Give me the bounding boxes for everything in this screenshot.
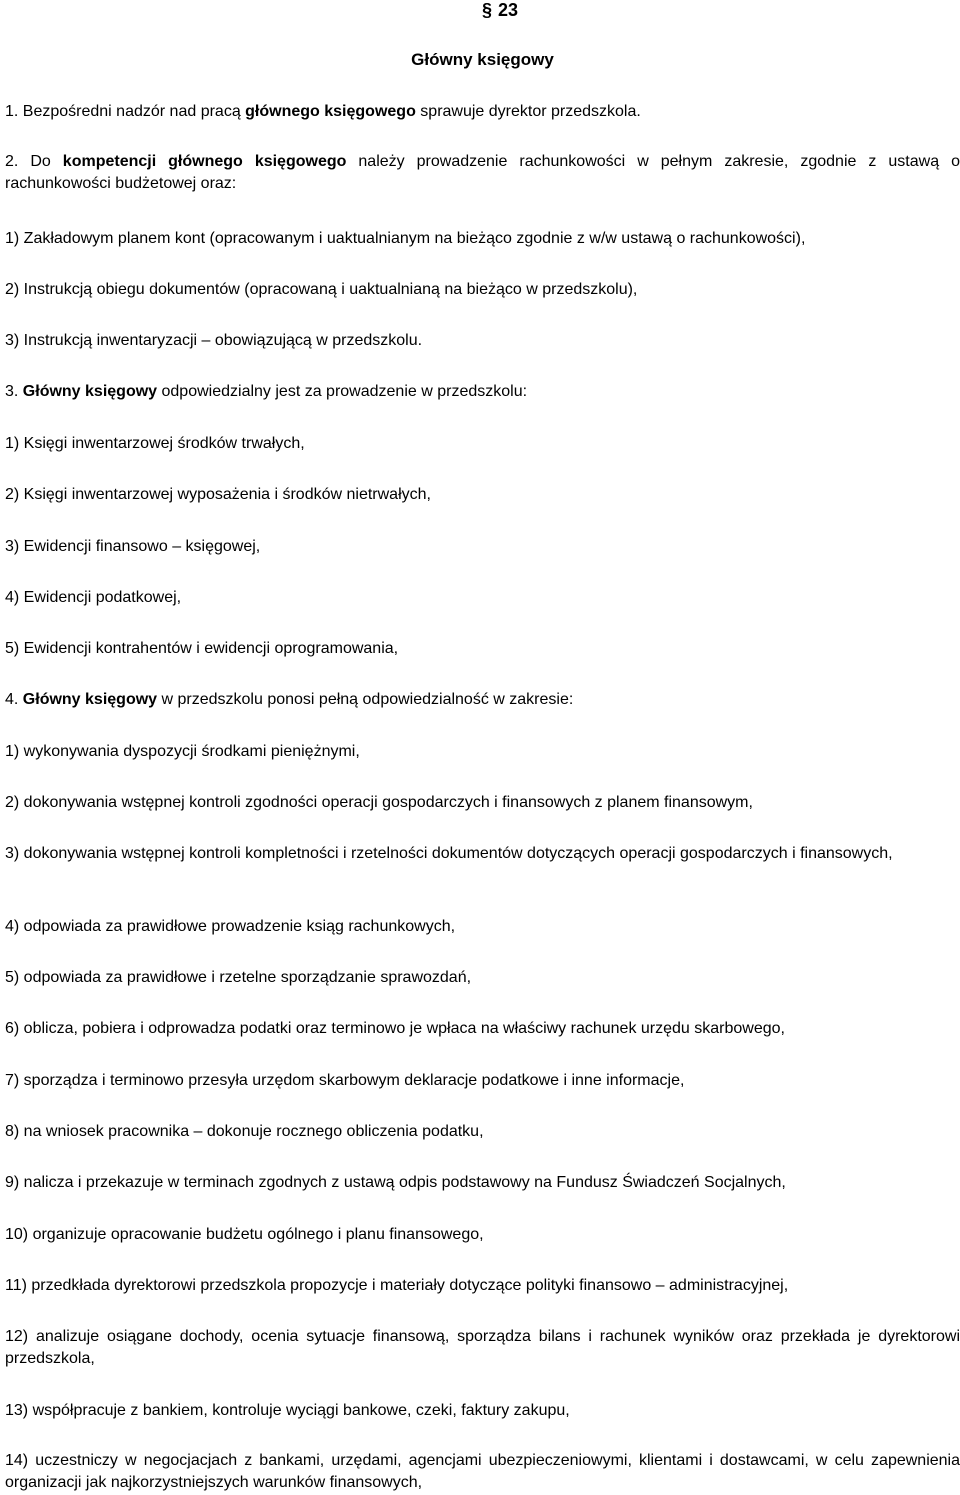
paragraph	[5, 792, 960, 814]
text-run: 4) Ewidencji podatkowej,	[5, 589, 182, 606]
paragraph	[5, 1400, 960, 1422]
paragraph	[5, 381, 960, 403]
section-sign: §	[481, 0, 492, 20]
paragraph	[5, 967, 960, 989]
paragraph	[5, 1275, 960, 1297]
text-run: 3) Instrukcją inwentaryzacji – obowiązującą w przedszkolu.	[5, 332, 423, 349]
text-run: 14) uczestniczy w negocjacjach z bankami, urzędami, agencjami ubezpieczeniowymi, klientami i dostawcami, w celu zapewnienia organizacji jak najkorzystniejszych warunków finansowych,	[5, 1452, 960, 1491]
text-run: 4) odpowiada za prawidłowe prowadzenie ksiąg rachunkowych,	[5, 918, 456, 935]
bold-text: Główny księgowy	[22, 691, 158, 708]
section-number	[0, 0, 960, 22]
paragraph	[5, 1224, 960, 1246]
paragraph	[5, 1070, 960, 1092]
paragraph	[5, 279, 960, 301]
text-run: 1) Księgi inwentarzowej środków trwałych,	[5, 435, 305, 452]
text-run: 2) dokonywania wstępnej kontroli zgodności operacji gospodarczych i finansowych z planem finansowym,	[5, 794, 753, 811]
paragraph	[5, 536, 960, 558]
paragraph	[5, 1326, 960, 1370]
paragraph	[5, 1121, 960, 1143]
text-run: 13) współpracuje z bankiem, kontroluje wyciągi bankowe, czeki, faktury zakupu,	[5, 1402, 570, 1419]
paragraph	[5, 330, 960, 352]
text-run: 2) Instrukcją obiegu dokumentów (opracowaną i uaktualnianą na bieżąco w przedszkolu),	[5, 281, 638, 298]
paragraph	[5, 1172, 960, 1194]
text-run: odpowiedzialny jest za prowadzenie w przedszkolu:	[157, 383, 528, 400]
text-run: 2) Księgi inwentarzowej wyposażenia i środków nietrwałych,	[5, 486, 431, 503]
paragraph	[5, 916, 960, 938]
paragraph	[5, 638, 960, 660]
text-run: 5) Ewidencji kontrahentów i ewidencji oprogramowania,	[5, 640, 399, 657]
section-number-value: 23	[497, 0, 519, 20]
bold-text: kompetencji głównego księgowego	[62, 153, 347, 170]
paragraph	[5, 228, 960, 250]
paragraph	[5, 843, 960, 865]
paragraph	[5, 1450, 960, 1494]
text-run: 4.	[5, 691, 23, 708]
text-run: 11) przedkłada dyrektorowi przedszkola propozycje i materiały dotyczące polityki finansowo – administracyjnej,	[5, 1277, 789, 1294]
text-run: 3) Ewidencji finansowo – księgowej,	[5, 538, 261, 555]
text-run: 10) organizuje opracowanie budżetu ogólnego i planu finansowego,	[5, 1226, 484, 1243]
text-run: 9) nalicza i przekazuje w terminach zgodnych z ustawą odpis podstawowy na Fundusz Świadczeń Socjalnych,	[5, 1174, 786, 1191]
text-run: 8) na wniosek pracownika – dokonuje rocznego obliczenia podatku,	[5, 1123, 484, 1140]
text-run: 12) analizuje osiągane dochody, ocenia sytuacje finansową, sporządza bilans i rachunek wyników oraz przekłada je dyrektorowi przedszkola,	[5, 1328, 960, 1367]
bold-text: głównego księgowego	[245, 103, 416, 120]
text-run: 1) wykonywania dyspozycji środkami pieniężnymi,	[5, 743, 360, 760]
paragraph	[5, 484, 960, 506]
text-run: sprawuje dyrektor przedszkola.	[415, 103, 641, 120]
text-run: 1. Bezpośredni nadzór nad pracą	[5, 103, 246, 120]
text-run: 5) odpowiada za prawidłowe i rzetelne sporządzanie sprawozdań,	[5, 969, 472, 986]
paragraph	[5, 151, 960, 195]
text-run: 7) sporządza i terminowo przesyła urzędom skarbowym deklaracje podatkowe i inne informacje,	[5, 1072, 685, 1089]
text-run: 6) oblicza, pobiera i odprowadza podatki oraz terminowo je wpłaca na właściwy rachunek urzędu skarbowego,	[5, 1020, 785, 1037]
paragraph	[5, 689, 960, 711]
text-run: 3) dokonywania wstępnej kontroli kompletności i rzetelności dokumentów dotyczących operacji gospodarczych i finansowych,	[5, 845, 893, 862]
bold-text: Główny księgowy	[22, 383, 158, 400]
text-run: 3.	[5, 383, 23, 400]
paragraph	[5, 101, 960, 123]
text-run: w przedszkolu ponosi pełną odpowiedzialność w zakresie:	[157, 691, 574, 708]
text-run: 1) Zakładowym planem kont (opracowanym i uaktualnianym na bieżąco zgodnie z w/w ustawą o rachunkowości),	[5, 230, 806, 247]
paragraph	[5, 741, 960, 763]
text-run: 2. Do	[5, 153, 63, 170]
paragraph	[5, 587, 960, 609]
text-run: należy prowadzenie rachunkowości w pełnym zakresie, zgodnie z ustawą o rachunkowości budżetowej oraz:	[5, 153, 960, 192]
document-heading: Główny księgowy	[411, 50, 554, 69]
paragraph	[5, 1018, 960, 1040]
paragraph	[5, 433, 960, 455]
